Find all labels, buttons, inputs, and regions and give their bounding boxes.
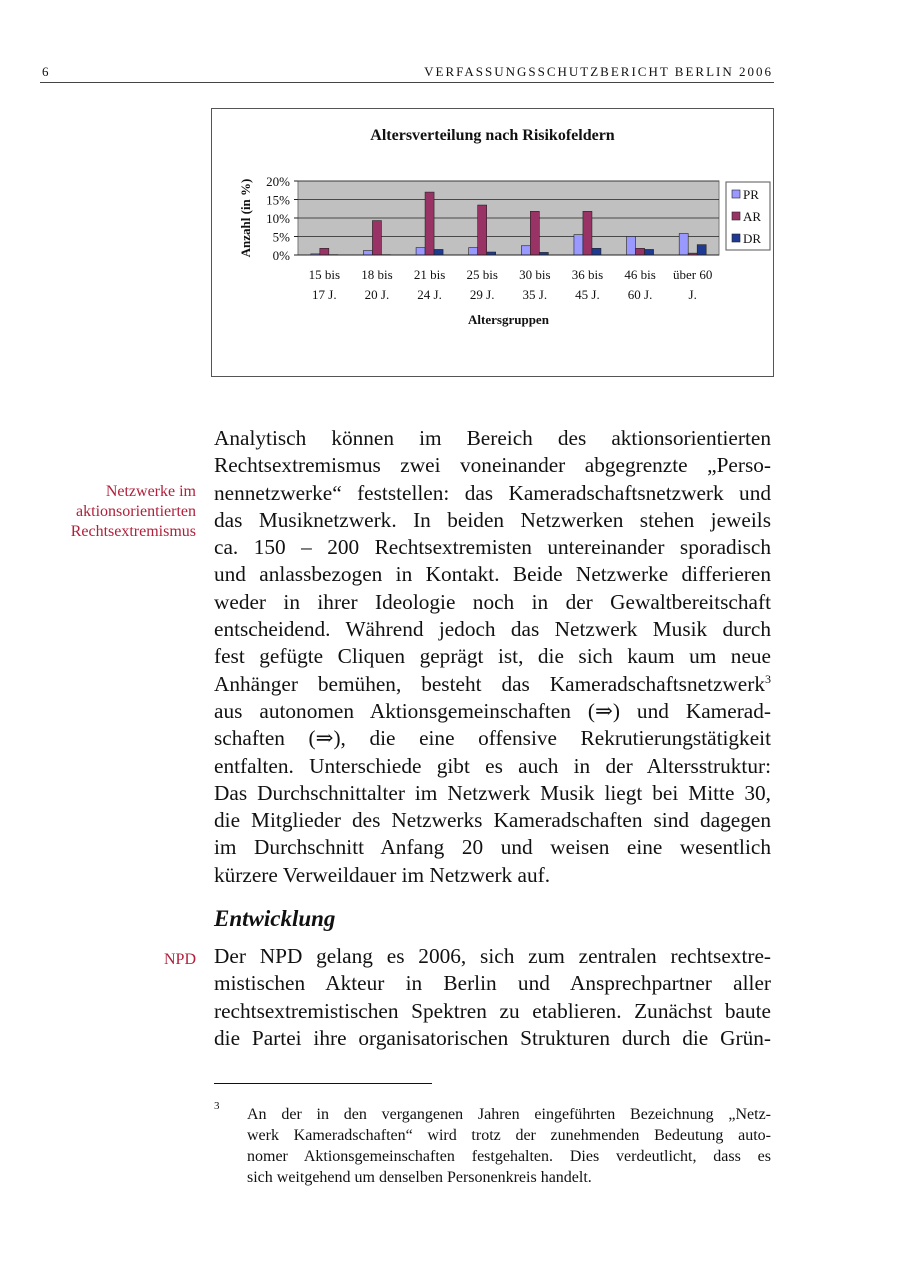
y-axis-label: Anzahl (in %) (238, 178, 253, 258)
text-line: Rechtsextremismus zwei voneinander abgegrenzte „Perso- (214, 453, 771, 478)
text-line: Das Durchschnittalter im Netzwerk Musik liegt bei Mitte 30, (214, 780, 771, 805)
footnote-line: werk Kameradschaften“ wird trotz der zunehmenden Bedeutung auto- (247, 1127, 771, 1144)
bar-pr (679, 234, 688, 255)
margin-note-line: Rechtsextremismus (70, 523, 196, 540)
bar-ar (530, 211, 539, 255)
bar-ar (372, 221, 381, 255)
x-tick-label: 46 bis (624, 267, 656, 282)
bar-dr (592, 248, 601, 255)
x-tick-label: 24 J. (417, 287, 442, 302)
text-line: rechtsextremistischen Spektren zu etablieren. Zunächst baute (214, 998, 771, 1023)
text-line: fest gefügte Cliquen geprägt ist, die sich kaum um neue (214, 644, 771, 669)
footnote-number: 3 (214, 1100, 220, 1112)
bar-dr (697, 245, 706, 255)
bar-ar (583, 211, 592, 255)
text-line: ca. 150 – 200 Rechtsextremisten untereinander sporadisch (214, 535, 771, 560)
bar-dr (434, 249, 443, 255)
chart-canvas (212, 109, 773, 376)
footnote-line: An der in den vergangenen Jahren eingeführten Bezeichnung „Netz- (247, 1106, 771, 1123)
x-tick-label: 18 bis (361, 267, 393, 282)
margin-note-npd: NPD (163, 951, 196, 968)
x-tick-label: 60 J. (627, 287, 653, 302)
text-line: Der NPD gelang es 2006, sich zum zentralen rechtsextre- (214, 944, 771, 968)
running-title: VERFASSUNGSSCHUTZBERICHT BERLIN 2006 (424, 64, 773, 79)
y-tick-label: 15% (266, 192, 290, 208)
footnote-line: sich weitgehend um denselben Personenkreis handelt. (247, 1169, 592, 1186)
text-line: weder in ihrer Ideologie noch in der Gewaltbereitschaft (214, 589, 771, 614)
bar-ar (636, 248, 645, 255)
page-number: 6 (42, 64, 49, 79)
y-tick-label: 20% (266, 174, 290, 189)
text-line: die Mitglieder des Netzwerks Kameradschaften sind dagegen (214, 808, 771, 833)
footnote-reference[interactable]: 3 (765, 671, 771, 686)
margin-note-line: aktionsorientierten (76, 503, 196, 520)
y-tick-label: 10% (266, 211, 290, 226)
footnote-text (247, 1104, 771, 1188)
x-axis-label: Altersgruppen (468, 312, 549, 327)
bar-pr (574, 235, 583, 255)
bar-ar (425, 192, 434, 255)
legend-swatch-ar (732, 212, 740, 220)
text-line: entscheidend. Während jedoch das Netzwerk Musik durch (214, 617, 771, 642)
section-heading: Entwicklung (214, 906, 336, 931)
text-line: nennetzwerke“ feststellen: das Kameradschaftsnetzwerk und (214, 480, 771, 505)
x-tick-label: über 60 (673, 267, 713, 282)
legend-label-pr: PR (743, 187, 759, 202)
bar-ar (320, 248, 329, 255)
bar-pr (363, 251, 372, 255)
x-tick-label: 21 bis (413, 267, 446, 282)
footnote-line: nomer Aktionsgemeinschaften festgehalten. Dies verdeutlicht, dass es (247, 1148, 771, 1165)
text-line-content: Anhänger bemühen, besteht das Kameradschaftsnetzwerk (214, 671, 765, 696)
x-tick-label: 45 J. (575, 287, 600, 302)
paragraph-npd (214, 943, 771, 1052)
x-tick-label: 15 bis (308, 267, 341, 282)
text-line: mistischen Akteur in Berlin und Ansprechpartner aller (214, 971, 771, 996)
text-line: die Partei ihre organisatorischen Strukturen durch die Grün- (214, 1025, 771, 1050)
bar-ar (478, 205, 487, 255)
margin-note-line: Netzwerke im (105, 483, 196, 500)
bar-pr (521, 246, 530, 255)
text-line: schaften (⇒), die eine offensive Rekrutierungstätigkeit (214, 726, 771, 751)
bar-pr (627, 237, 636, 256)
text-line: kürzere Verweildauer im Netzwerk auf. (214, 862, 551, 887)
legend-swatch-dr (732, 234, 740, 242)
x-tick-label: J. (688, 287, 697, 302)
x-tick-label: 30 bis (519, 267, 551, 282)
age-distribution-chart (211, 108, 774, 377)
bar-dr (645, 249, 654, 255)
margin-note-networks (71, 482, 196, 542)
paragraph-networks (214, 425, 771, 889)
x-tick-label: 36 bis (571, 267, 604, 282)
legend-label-dr: DR (743, 231, 762, 246)
text-line: aus autonomen Aktionsgemeinschaften (⇒) und Kamerad- (214, 698, 771, 723)
text-line-with-footnote (214, 671, 771, 698)
x-tick-label: 25 bis (466, 267, 498, 282)
bar-pr (416, 248, 425, 255)
x-tick-label: 29 J. (469, 287, 495, 302)
x-tick-label: 35 J. (522, 287, 548, 302)
text-line: Analytisch können im Bereich des aktionsorientierten (214, 426, 771, 450)
y-tick-label: 0% (272, 248, 290, 263)
bar-pr (469, 248, 478, 255)
text-line: entfalten. Unterschiede gibt es auch in der Altersstruktur: (214, 753, 771, 778)
x-tick-label: 17 J. (312, 287, 337, 302)
chart-title: Altersverteilung nach Risikofeldern (370, 127, 615, 144)
text-line: im Durchschnitt Anfang 20 und weisen eine wesentlich (214, 835, 771, 860)
legend-label-ar: AR (743, 209, 762, 224)
text-line: und anlassbezogen in Kontakt. Beide Netzwerke differieren (214, 562, 771, 587)
legend-swatch-pr (732, 190, 740, 198)
text-line: das Musiknetzwerk. In beiden Netzwerken stehen jeweils (214, 507, 771, 532)
x-tick-label: 20 J. (364, 287, 390, 302)
y-tick-label: 5% (272, 229, 290, 245)
header-rule (40, 82, 774, 83)
footnote-rule (214, 1083, 432, 1084)
